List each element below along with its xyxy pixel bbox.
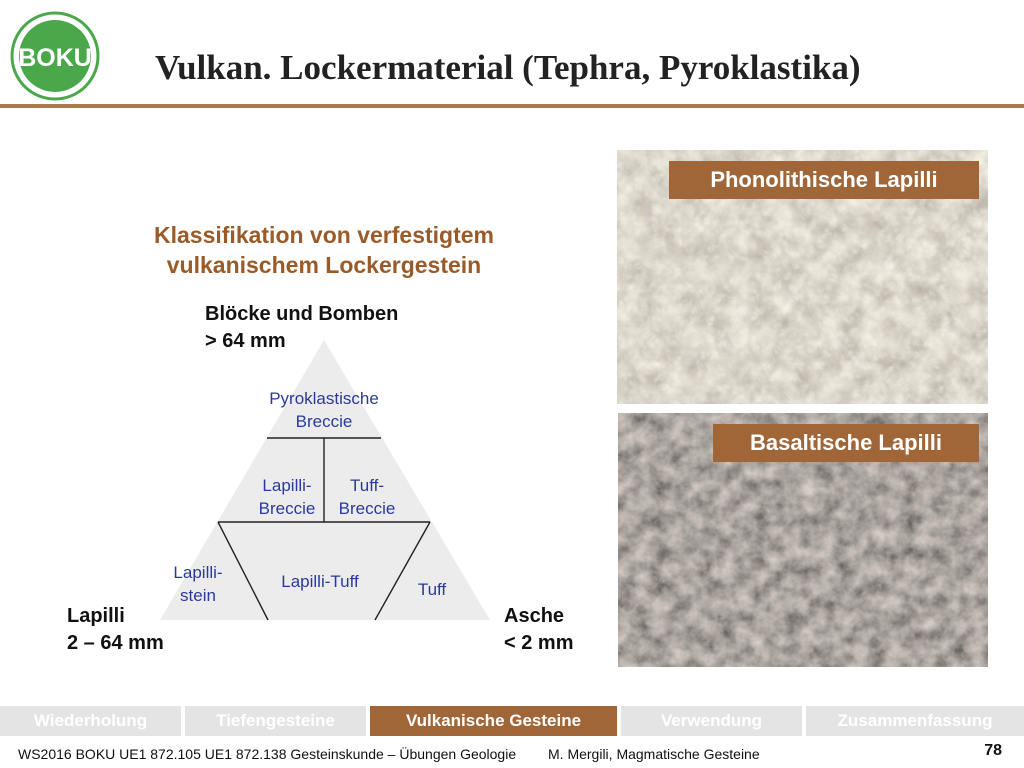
- corner-left-name: Lapilli: [67, 605, 125, 627]
- corner-left-size: 2 – 64 mm: [67, 632, 164, 654]
- nav-tab-vulkanische-gesteine[interactable]: Vulkanische Gesteine: [370, 706, 617, 736]
- label-phonolithic-lapilli: Phonolithische Lapilli: [669, 161, 979, 199]
- field-lapilli-breccia-line1: Lapilli-: [262, 476, 312, 495]
- nav-tab-zusammenfassung[interactable]: Zusammenfassung: [806, 706, 1024, 736]
- field-lapillistein-line2: stein: [180, 586, 216, 605]
- page-number: 78: [984, 742, 1002, 759]
- field-pyroclastic-breccia-line2: Breccie: [295, 412, 353, 431]
- corner-top-size: > 64 mm: [205, 330, 286, 352]
- photo-phonolithic-lapilli: [617, 150, 988, 404]
- corner-right-label: [504, 603, 573, 657]
- boku-logo: [10, 11, 100, 101]
- corner-right-size: < 2 mm: [504, 632, 574, 654]
- header-divider: [0, 104, 1024, 108]
- label-basaltic-lapilli: Basaltische Lapilli: [713, 424, 979, 462]
- footer-author: M. Mergili, Magmatische Gesteine: [548, 746, 760, 762]
- footer-course: WS2016 BOKU UE1 872.105 UE1 872.138 Gesteinskunde – Übungen Geologie: [18, 746, 517, 762]
- classification-title-line2: vulkanischem Lockergestein: [166, 252, 482, 278]
- field-tuff-breccia-line2: Breccie: [338, 499, 396, 518]
- field-tuff-breccia-line1: Tuff-: [349, 476, 385, 495]
- corner-right-name: Asche: [504, 605, 565, 627]
- logo-text: BOKU: [18, 44, 92, 72]
- classification-title: [120, 220, 528, 280]
- corner-top-name: Blöcke und Bomben: [205, 303, 399, 325]
- nav-tab-verwendung[interactable]: Verwendung: [621, 706, 802, 736]
- field-lapilli-tuff: Lapilli-Tuff: [281, 572, 359, 591]
- classification-triangle: [150, 340, 510, 630]
- photo-basaltic-lapilli: [618, 413, 988, 667]
- field-pyroclastic-breccia-line1: Pyroklastische: [269, 389, 379, 408]
- field-lapillistein-line1: Lapilli-: [173, 563, 223, 582]
- classification-title-line1: Klassifikation von verfestigtem: [154, 222, 494, 248]
- field-tuff: Tuff: [417, 580, 447, 599]
- field-lapilli-breccia-line2: Breccie: [258, 499, 316, 518]
- nav-tab-tiefengesteine[interactable]: Tiefengesteine: [185, 706, 366, 736]
- page-title: Vulkan. Lockermaterial (Tephra, Pyroklastika): [155, 48, 861, 87]
- nav-tab-wiederholung[interactable]: Wiederholung: [0, 706, 181, 736]
